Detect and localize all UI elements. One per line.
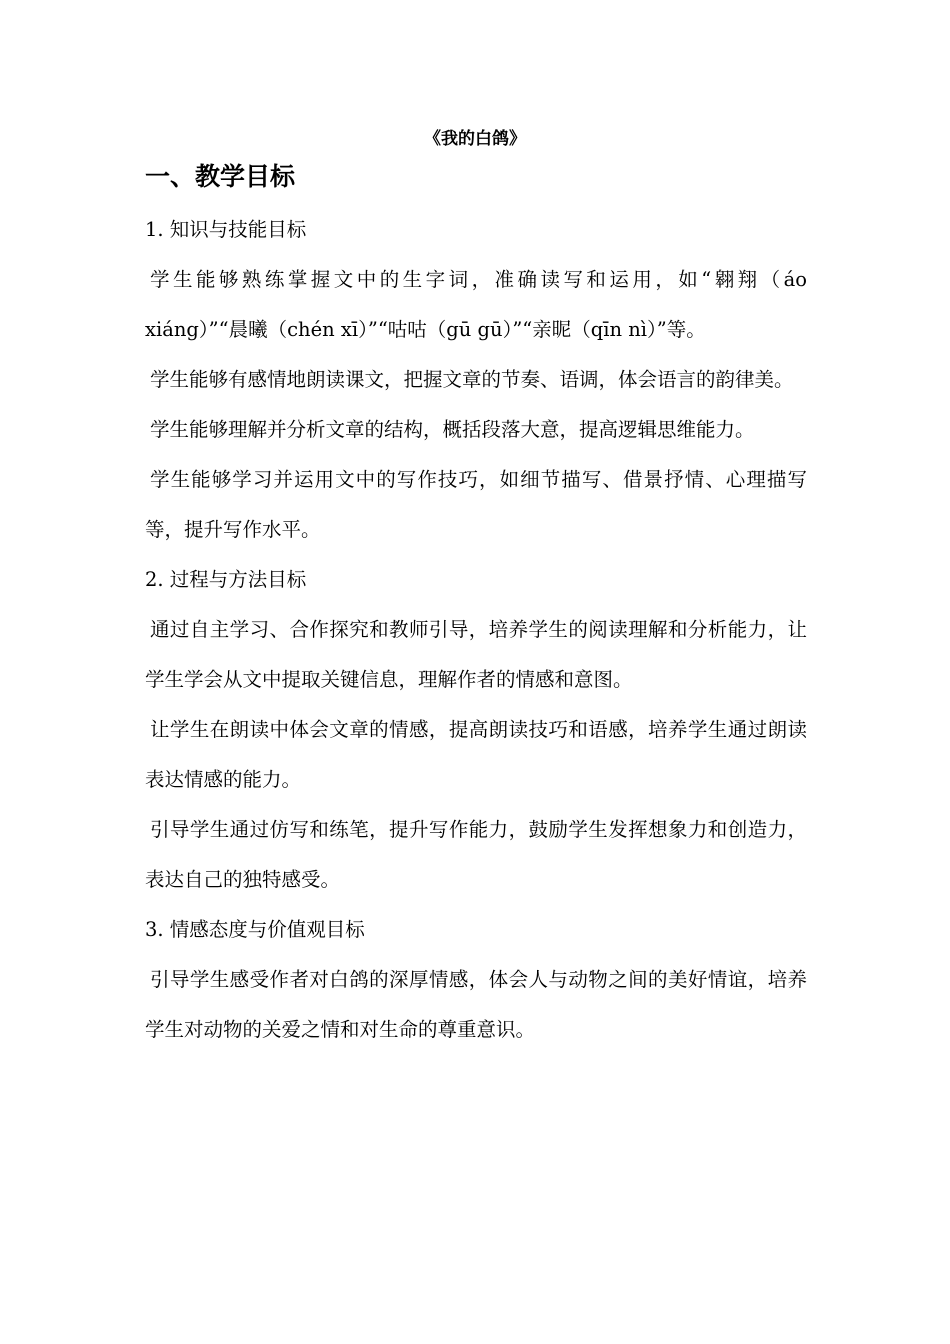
paragraph: 学生能够理解并分析文章的结构，概括段落大意，提高逻辑思维能力。 xyxy=(150,418,755,441)
paragraph: 通过自主学习、合作探究和教师引导，培养学生的阅读理解和分析能力，让学生学会从文中提取关键信息，理解作者的情感和意图。 xyxy=(145,618,807,691)
document-title: 《我的白鸽》 xyxy=(424,129,526,149)
subsection-knowledge-skills xyxy=(145,205,807,555)
document-body xyxy=(145,157,807,1055)
subsection-heading: 2. 过程与方法目标 xyxy=(145,568,307,591)
subsection-emotion-values xyxy=(145,905,807,1055)
subsection-heading: 3. 情感态度与价值观目标 xyxy=(145,918,365,941)
paragraph: 引导学生通过仿写和练笔，提升写作能力，鼓励学生发挥想象力和创造力，表达自己的独特感受。 xyxy=(145,818,807,891)
paragraph: 学生能够有感情地朗读课文，把握文章的节奏、语调，体会语言的韵律美。 xyxy=(150,368,794,391)
section-heading-teaching-objectives: 一、教学目标 xyxy=(145,162,296,191)
paragraph: 引导学生感受作者对白鸽的深厚情感，体会人与动物之间的美好情谊，培养学生对动物的关爱之情和对生命的尊重意识。 xyxy=(145,968,807,1041)
paragraph: 让学生在朗读中体会文章的情感，提高朗读技巧和语感，培养学生通过朗读表达情感的能力。 xyxy=(145,718,807,791)
subsection-heading: 1. 知识与技能目标 xyxy=(145,218,307,241)
subsection-process-methods xyxy=(145,555,807,905)
paragraph: 学生能够熟练掌握文中的生字词，准确读写和运用，如“翱翔（áo xiáng）”“晨曦（chén xī）”“咕咕（gū gū）”“亲昵（qīn nì）”等。 xyxy=(145,268,807,341)
paragraph: 学生能够学习并运用文中的写作技巧，如细节描写、借景抒情、心理描写等，提升写作水平。 xyxy=(145,468,807,541)
